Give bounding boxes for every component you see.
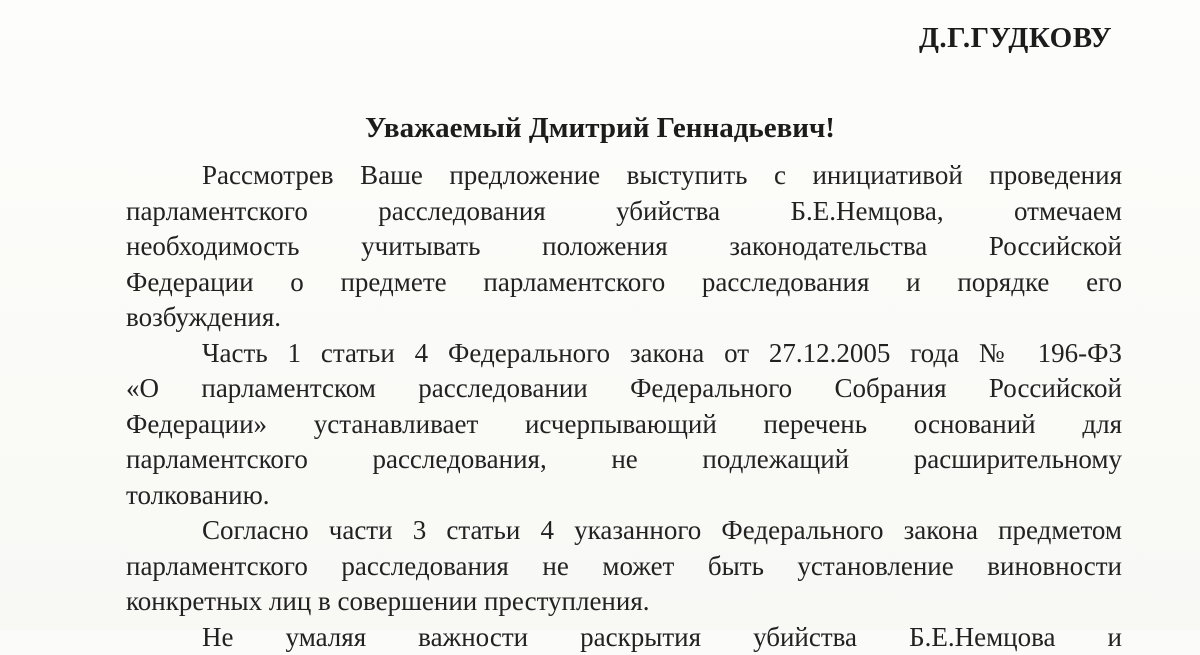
text-line: «О парламентском расследовании Федерального Собрания Российской <box>126 371 1122 407</box>
text-line: необходимость учитывать положения законодательства Российской <box>126 229 1122 265</box>
paragraph <box>126 513 1122 620</box>
text-line: Федерации» устанавливает исчерпывающий перечень оснований для <box>126 407 1122 443</box>
text-line: Согласно части 3 статьи 4 указанного Федерального закона предметом <box>126 513 1122 549</box>
text-line: парламентского расследования, не подлежащий расширительному <box>126 442 1122 478</box>
addressee: Д.Г.ГУДКОВУ <box>919 22 1112 55</box>
text-line: возбуждения. <box>126 300 1122 336</box>
paragraph <box>126 158 1122 336</box>
text-line: конкретных лиц в совершении преступления. <box>126 584 1122 620</box>
letter-body <box>126 158 1122 655</box>
text-line: парламентского расследования убийства Б.Е.Немцова, отмечаем <box>126 194 1122 230</box>
text-line: Часть 1 статьи 4 Федерального закона от 27.12.2005 года № 196-ФЗ <box>126 336 1122 372</box>
paragraph <box>126 336 1122 514</box>
text-line: Не умаляя важности раскрытия убийства Б.Е.Немцова и <box>126 620 1122 655</box>
text-line: Рассмотрев Ваше предложение выступить с инициативой проведения <box>126 158 1122 194</box>
text-line: Федерации о предмете парламентского расследования и порядке его <box>126 265 1122 301</box>
salutation: Уважаемый Дмитрий Геннадьевич! <box>0 112 1200 145</box>
text-line: толкованию. <box>126 478 1122 514</box>
paragraph <box>126 620 1122 655</box>
text-line: парламентского расследования не может быть установление виновности <box>126 549 1122 585</box>
